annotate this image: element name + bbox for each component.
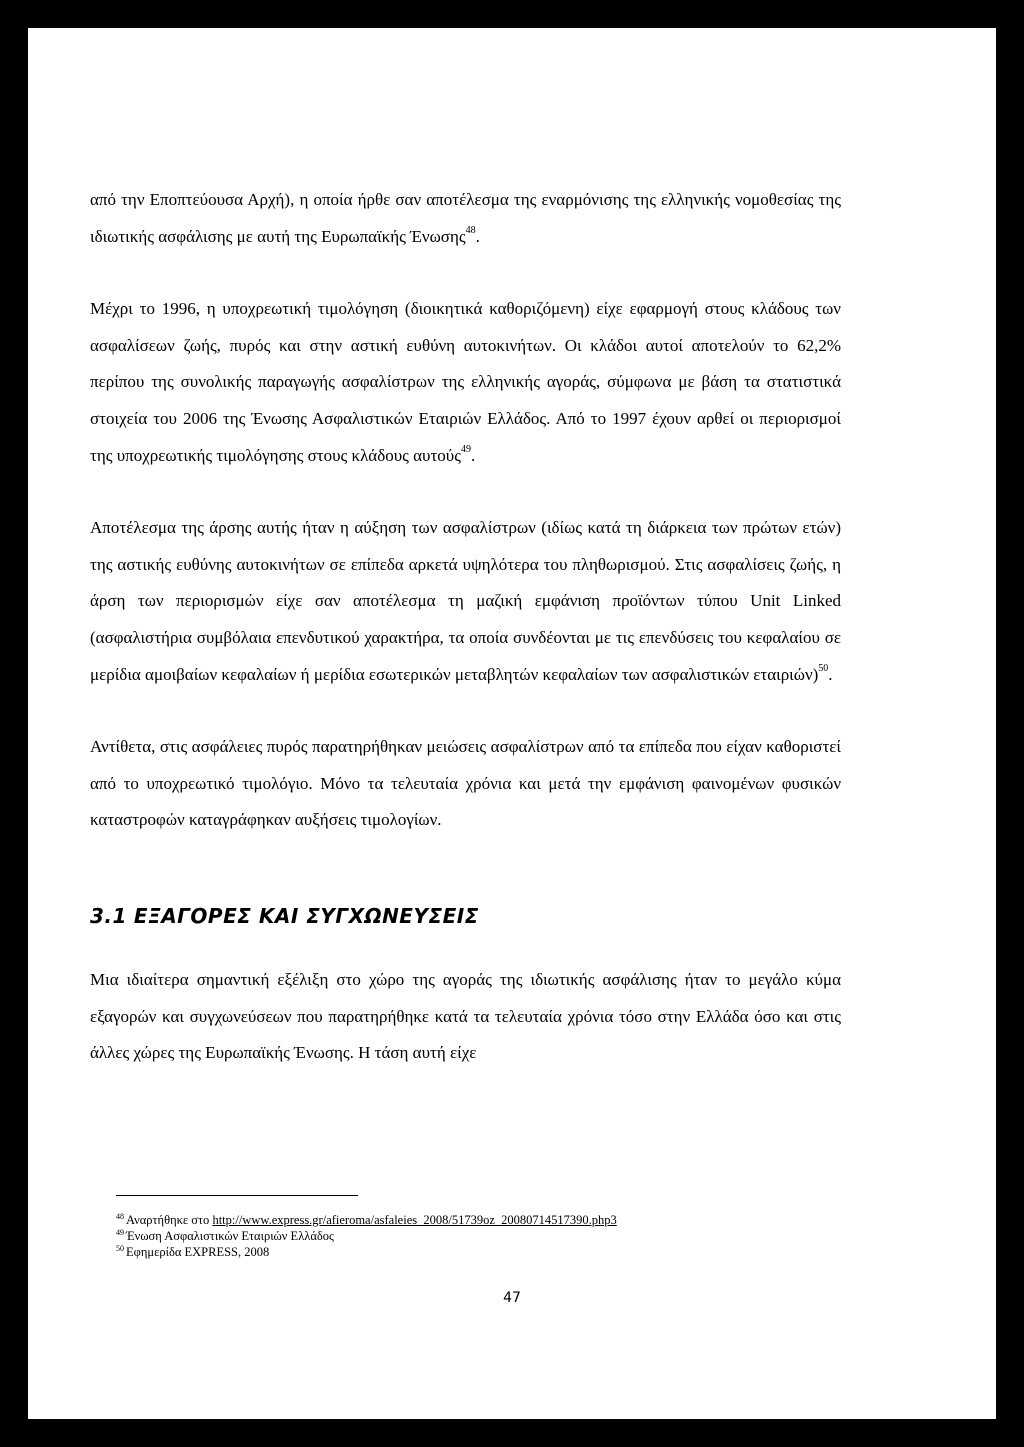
paragraph-text: . <box>470 445 476 465</box>
footnote-49 <box>116 1228 876 1244</box>
footnote-mark: 50 <box>116 1244 124 1253</box>
paragraph-text: Μέχρι το 1996, η υποχρεωτική τιμολόγηση (διοικητικά καθοριζόμενη) είχε εφαρμογή στους κλάδους των ασφαλίσεων ζωής, πυρός και στην αστική ευθύνη αυτοκινήτων. Οι κλάδοι αυτοί αποτελούν το 62,2% περίπου της συνολικής παραγωγής ασφαλίστρων της ελληνικής αγοράς, σύμφωνα με βάση τα στατιστικά στοιχεία του 2006 της Ένωσης Ασφαλιστικών Εταιριών Ελλάδος. Από το 1997 έχουν αρθεί οι περιορισμοί της υποχρεωτικής τιμολόγησης στους κλάδους αυτούς <box>90 299 841 465</box>
footnote-mark: 48 <box>116 1212 124 1221</box>
paragraph <box>90 182 841 255</box>
page-body <box>90 182 841 1072</box>
paragraph <box>90 962 841 1072</box>
paragraph-text: Αντίθετα, στις ασφάλειες πυρός παρατηρήθηκαν μειώσεις ασφαλίστρων από τα επίπεδα που είχαν καθοριστεί από το υποχρεωτικό τιμολόγιο. Μόνο τα τελευταία χρόνια και μετά την εμφάνιση φαινομένων φυσικών καταστροφών καταγράφηκαν αυξήσεις τιμολογίων. <box>90 737 841 830</box>
paragraph-text: Μια ιδιαίτερα σημαντική εξέλιξη στο χώρο της αγοράς της ιδιωτικής ασφάλισης ήταν το μεγάλο κύμα εξαγορών και συγχωνεύσεων που παρατηρήθηκε κατά τα τελευταία χρόνια τόσο στην Ελλάδα όσο και στις άλλες χώρες της Ευρωπαϊκής Ένωσης. Η τάση αυτή είχε <box>90 969 841 1063</box>
footnote-text: Εφημερίδα EXPRESS, 2008 <box>126 1245 270 1259</box>
footnote-48 <box>116 1212 876 1228</box>
paragraph-text: από την Εποπτεύουσα Αρχή), η οποία ήρθε σαν αποτέλεσμα της εναρμόνισης της ελληνικής νομοθεσίας της ιδιωτικής ασφάλισης με αυτή της Ευρωπαϊκής Ένωσης <box>90 190 841 246</box>
footnote-separator <box>116 1195 358 1196</box>
section-paragraphs <box>90 962 841 1072</box>
paragraph-text: Αποτέλεσμα της άρσης αυτής ήταν η αύξηση των ασφαλίστρων (ιδίως κατά τη διάρκεια των πρώτων ετών) της αστικής ευθύνης αυτοκινήτων σε επίπεδα αρκετά υψηλότερα του πληθωρισμού. Στις ασφαλίσεις ζωής, η άρση των περιορισμών είχε σαν αποτέλεσμα τη μαζική εμφάνιση προϊόντων τύπου Unit Linked (ασφαλιστήρια συμβόλαια επενδυτικού χαρακτήρα, τα οποία συνδέονται με τις επενδύσεις του κεφαλαίου σε μερίδια αμοιβαίων κεφαλαίων ή μερίδια εσωτερικών μεταβλητών κεφαλαίων των ασφαλιστικών εταιριών) <box>90 518 841 684</box>
section-number: 3.1 <box>90 903 127 928</box>
footnote-reference: 49 <box>460 443 471 455</box>
footnote-reference: 48 <box>465 224 476 236</box>
section-heading <box>90 902 841 930</box>
footnotes <box>116 1212 876 1260</box>
section-title: ΕΞΑΓΟΡΕΣ ΚΑΙ ΣΥΓΧΩΝΕΥΣΕΙΣ <box>133 903 479 928</box>
footnote-mark: 49 <box>116 1228 124 1237</box>
footnote-reference: 50 <box>818 662 829 674</box>
paragraph-text: . <box>475 226 480 246</box>
paragraph-text: . <box>828 664 833 684</box>
footnote-text: Ένωση Ασφαλιστικών Εταιριών Ελλάδος <box>126 1229 334 1243</box>
paragraph <box>90 729 841 839</box>
paragraph <box>90 291 841 474</box>
footnote-text: Αναρτήθηκε στο <box>126 1213 213 1227</box>
paragraph <box>90 510 841 693</box>
intro-paragraphs <box>90 182 841 839</box>
page-number: 47 <box>503 1290 521 1306</box>
footnote-link[interactable]: http://www.express.gr/afieroma/asfaleies_2008/51739oz_20080714517390.php3 <box>212 1213 617 1227</box>
footnote-50 <box>116 1244 876 1260</box>
